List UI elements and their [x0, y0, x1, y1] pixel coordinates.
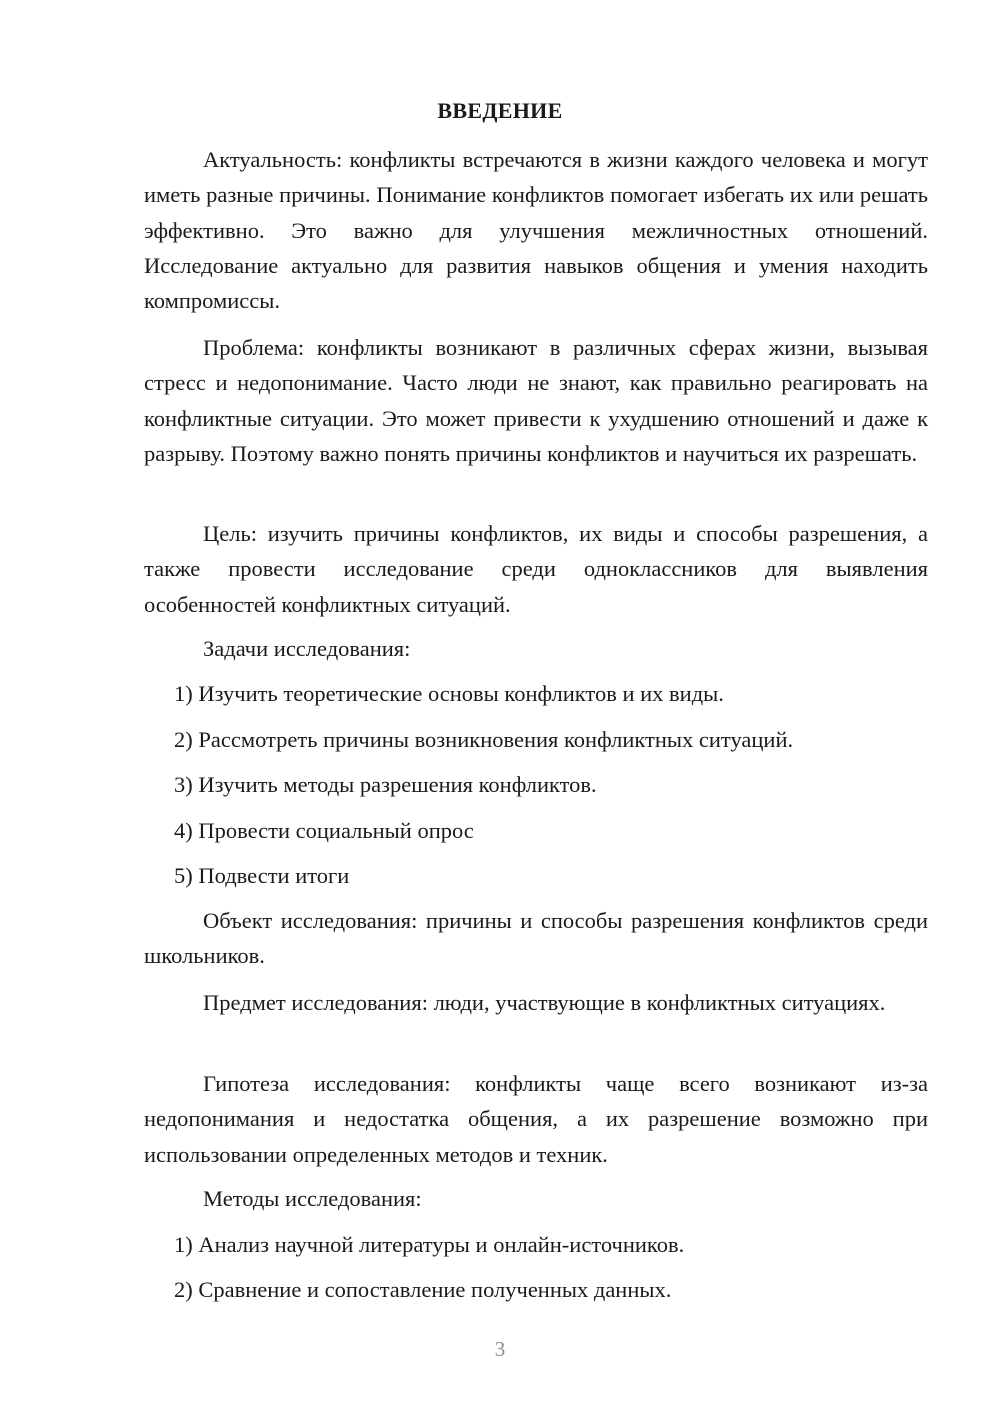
- method-item: 2) Сравнение и сопоставление полученных данных.: [174, 1277, 672, 1302]
- goal-paragraph: Цель: изучить причины конфликтов, их виды и способы разрешения, а также провести исследование среди одноклассников для выявления особенностей конфликтных ситуаций.: [144, 521, 928, 617]
- hypothesis-paragraph: Гипотеза исследования: конфликты чаще всего возникают из-за недопонимания и недостатка общения, а их разрешение возможно при использовании определенных методов и техник.: [144, 1071, 928, 1167]
- relevance-paragraph: Актуальность: конфликты встречаются в жизни каждого человека и могут иметь разные причины. Понимание конфликтов помогает избегать их или решать эффективно. Это важно для улучшения межличностных отношений. Исследование актуально для развития навыков общения и умения находить компромиссы.: [144, 147, 928, 314]
- methods-heading: Методы исследования:: [203, 1186, 422, 1211]
- page-number: 3: [494, 1337, 506, 1361]
- task-item: 3) Изучить методы разрешения конфликтов.: [174, 772, 597, 797]
- subject-paragraph: Предмет исследования: люди, участвующие в конфликтных ситуациях.: [203, 990, 886, 1015]
- object-paragraph: Объект исследования: причины и способы разрешения конфликтов среди школьников.: [144, 908, 928, 969]
- task-item: 1) Изучить теоретические основы конфликтов и их виды.: [174, 681, 724, 706]
- problem-paragraph: Проблема: конфликты возникают в различных сферах жизни, вызывая стресс и недопонимание. Часто люди не знают, как правильно реагировать на конфликтные ситуации. Это может привести к ухудшению отношений и даже к разрыву. Поэтому важно понять причины конфликтов и научиться их разрешать.: [144, 335, 928, 466]
- method-item: 1) Анализ научной литературы и онлайн-источников.: [174, 1232, 685, 1257]
- section-title: ВВЕДЕНИЕ: [437, 98, 563, 123]
- task-item: 4) Провести социальный опрос: [174, 818, 474, 843]
- task-item: 5) Подвести итоги: [174, 863, 350, 888]
- tasks-heading: Задачи исследования:: [203, 636, 411, 661]
- task-item: 2) Рассмотреть причины возникновения конфликтных ситуаций.: [174, 727, 794, 752]
